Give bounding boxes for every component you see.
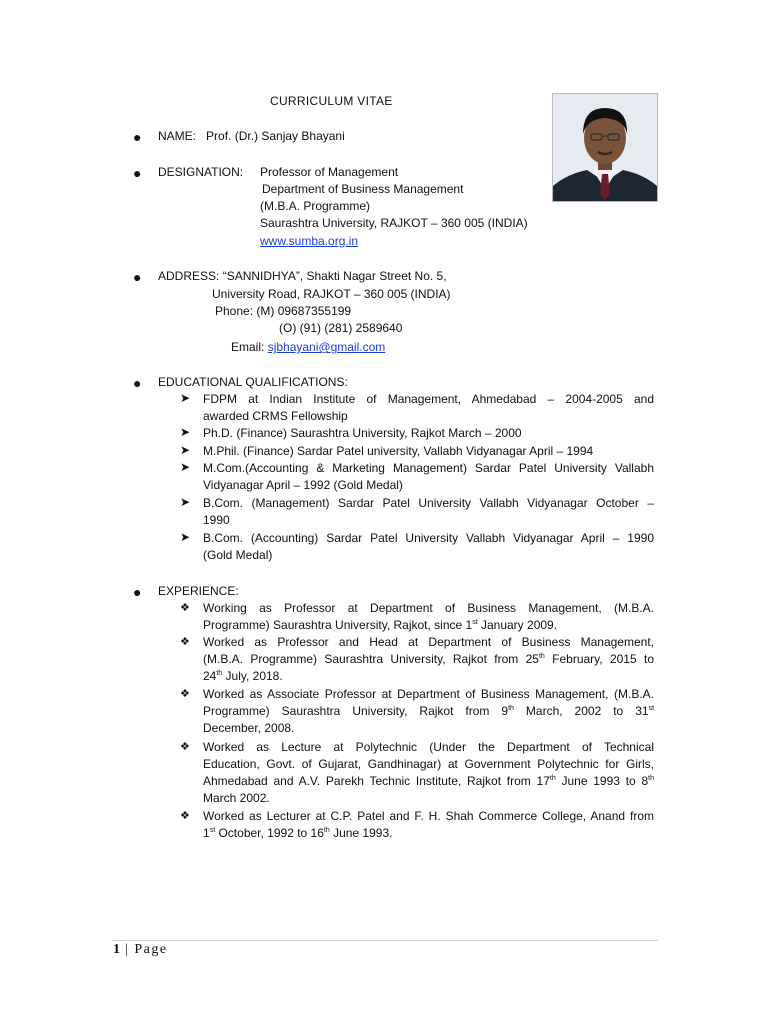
- designation-line: Saurashtra University, RAJKOT – 360 005 (INDIA): [260, 216, 528, 230]
- diamond-bullet-icon: ❖: [180, 636, 190, 648]
- experience-item: Working as Professor at Department of Business Management, (M.B.A. Programme) Saurashtra University, Rajkot, since 1st January 2009.: [203, 601, 654, 632]
- profile-photo: [552, 93, 658, 202]
- address-line-2: University Road, RAJKOT – 360 005 (INDIA): [212, 287, 451, 301]
- experience-item: Worked as Professor and Head at Department of Business Management, (M.B.A. Programme) Saurashtra University, Rajkot from 25th February, 2015 to 24th July, 2018.: [203, 635, 654, 683]
- page-footer: [113, 942, 168, 958]
- arrow-bullet-icon: ➤: [180, 495, 191, 509]
- address-text: “SANNIDHYA”, Shakti Nagar Street No. 5,: [222, 269, 447, 283]
- page-number: 1: [113, 942, 120, 957]
- email-row: [231, 339, 385, 355]
- education-item: FDPM at Indian Institute of Management, Ahmedabad – 2004-2005 and awarded CRMS Fellowship: [203, 392, 654, 423]
- name-row: [158, 128, 345, 144]
- arrow-bullet-icon: ➤: [180, 425, 191, 439]
- diamond-bullet-icon: ❖: [180, 741, 190, 753]
- experience-item: Worked as Lecture at Polytechnic (Under the Department of Technical Education, Govt. of Gujarat, Gandhinagar) at Government Polytechnic for Girls, Ahmedabad and A.V. Parekh Technic Institute, Rajkot from 17th June 1993 to 8th March 2002.: [203, 740, 654, 805]
- bullet-icon: ●: [133, 165, 142, 181]
- email-link[interactable]: sjbhayani@gmail.com: [267, 340, 386, 354]
- bullet-icon: ●: [133, 269, 142, 285]
- address-line-1: [158, 268, 447, 284]
- footer-divider: [112, 940, 658, 941]
- arrow-bullet-icon: ➤: [180, 530, 191, 544]
- experience-item: Worked as Lecturer at C.P. Patel and F. H. Shah Commerce College, Anand from 1st October, 1992 to 16th June 1993.: [203, 809, 654, 840]
- education-item: Ph.D. (Finance) Saurashtra University, Rajkot March – 2000: [203, 426, 522, 440]
- education-item: M.Phil. (Finance) Sardar Patel university, Vallabh Vidyanagar April – 1994: [203, 444, 594, 458]
- bullet-icon: ●: [133, 375, 142, 391]
- diamond-bullet-icon: ❖: [180, 602, 190, 614]
- address-label: ADDRESS:: [158, 269, 220, 283]
- education-item: B.Com. (Accounting) Sardar Patel University Vallabh Vidyanagar April – 1990 (Gold Medal): [203, 531, 654, 562]
- experience-item: Worked as Associate Professor at Department of Business Management, (M.B.A. Programme) Saurashtra University, Rajkot from 9th March, 2002 to 31st December, 2008.: [203, 687, 655, 735]
- experience-heading: EXPERIENCE:: [158, 584, 239, 598]
- education-heading: EDUCATIONAL QUALIFICATIONS:: [158, 375, 348, 389]
- phone-office: (O) (91) (281) 2589640: [279, 321, 403, 335]
- name-label: NAME:: [158, 129, 197, 143]
- email-label: Email:: [231, 340, 265, 354]
- page-label: Page: [134, 942, 168, 957]
- designation-line: (M.B.A. Programme): [260, 199, 371, 213]
- designation-line: Professor of Management: [260, 165, 399, 179]
- phone-mobile: Phone: (M) 09687355199: [215, 304, 352, 318]
- bullet-icon: ●: [133, 584, 142, 600]
- designation-label: DESIGNATION:: [158, 165, 244, 179]
- bullet-icon: ●: [133, 129, 142, 145]
- arrow-bullet-icon: ➤: [180, 391, 191, 405]
- page-separator: |: [125, 942, 130, 957]
- education-item: B.Com. (Management) Sardar Patel University Vallabh Vidyanagar October – 1990: [203, 496, 654, 527]
- website-link[interactable]: www.sumba.org.in: [260, 234, 359, 248]
- arrow-bullet-icon: ➤: [180, 443, 191, 457]
- designation-line: Department of Business Management: [262, 182, 464, 196]
- arrow-bullet-icon: ➤: [180, 460, 191, 474]
- page-title: CURRICULUM VITAE: [270, 94, 393, 108]
- name-value: Prof. (Dr.) Sanjay Bhayani: [206, 129, 345, 143]
- diamond-bullet-icon: ❖: [180, 810, 190, 822]
- education-item: M.Com.(Accounting & Marketing Management) Sardar Patel University Vallabh Vidyanagar April – 1992 (Gold Medal): [203, 461, 654, 492]
- diamond-bullet-icon: ❖: [180, 688, 190, 700]
